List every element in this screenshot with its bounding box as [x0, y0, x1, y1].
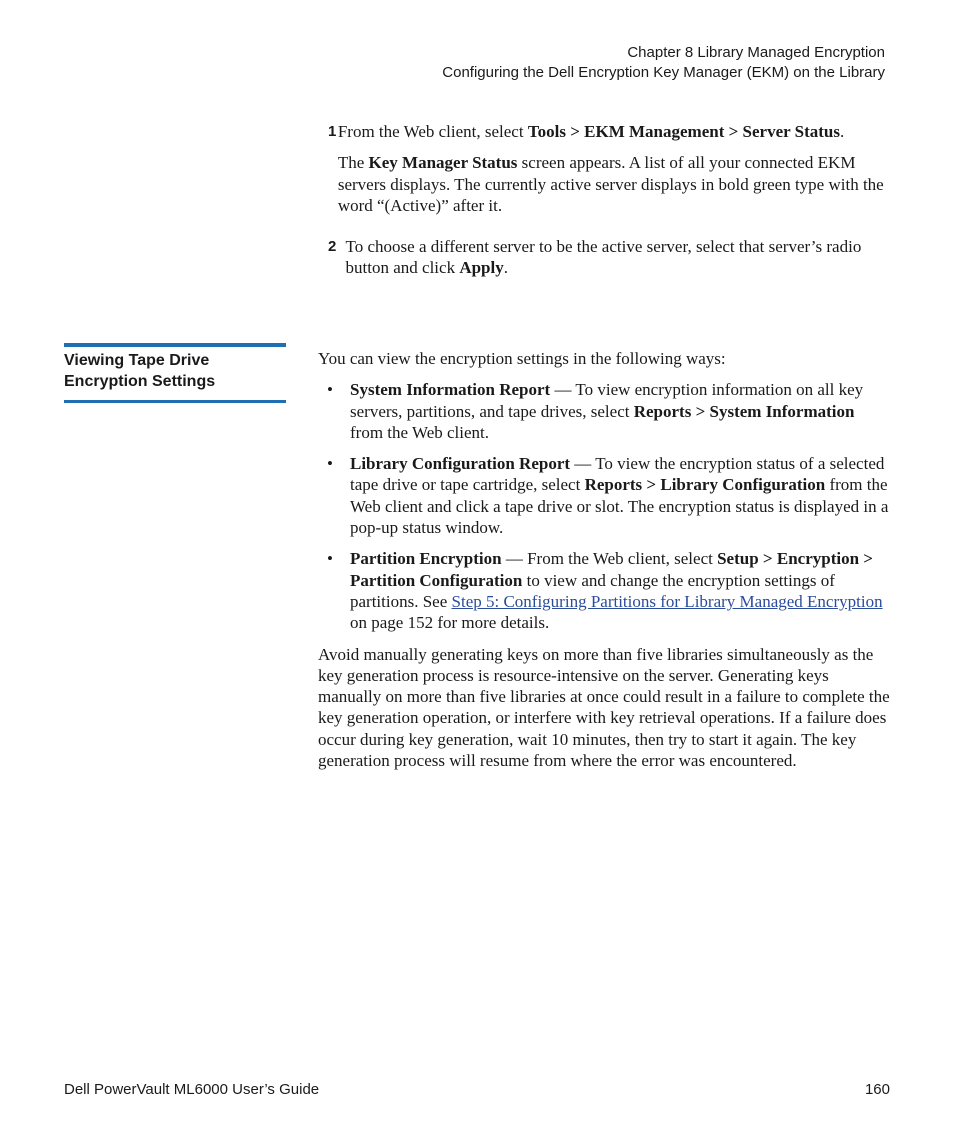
- running-header: [442, 43, 885, 83]
- list-item: • Partition Encryption — From the Web client, select Setup > Encryption > Partition Configuration to view and change the encryption settings of partitions. See Step 5: Configuring Partitions for Library Managed Encryption on page 152 for more details.: [327, 549, 883, 633]
- section-body: [318, 348, 890, 781]
- bullet-list: [318, 379, 890, 633]
- step-note: The Key Manager Status screen appears. A list of all your connected EKM servers displays. The currently active server displays in bold green type with the word “(Active)” after it.: [337, 153, 884, 215]
- bullet-icon: •: [327, 454, 333, 474]
- step-number: 1: [328, 123, 337, 140]
- bullet-icon: •: [327, 380, 333, 400]
- footer-title: Dell PowerVault ML6000 User’s Guide: [64, 1081, 320, 1098]
- step-number: 2: [328, 238, 337, 256]
- bullet-icon: •: [327, 549, 333, 569]
- closing-paragraph: Avoid manually generating keys on more than five libraries simultaneously as the key generation process is resource-intensive on the server. Generating keys manually on more than five libraries at once could result in a failure to complete the key generation operation, or interfere with key retrieval operations. If a failure does occur during key generation, wait 10 minutes, then try to start it again. The key generation process will resume from where the error was encountered.: [318, 644, 890, 771]
- cross-reference-link[interactable]: Step 5: Configuring Partitions for Library Managed Encryption: [451, 591, 883, 611]
- section-heading: Viewing Tape Drive Encryption Settings: [64, 343, 286, 403]
- step-text: To choose a different server to be the active server, select that server’s radio button and click Apply.: [345, 237, 862, 278]
- step-2: [328, 236, 890, 289]
- header-chapter: Chapter 8 Library Managed Encryption: [627, 44, 885, 61]
- list-item: • System Information Report — To view encryption information on all key servers, partitions, and tape drives, select Reports > System Information from the Web client.: [327, 380, 864, 442]
- list-item: • Library Configuration Report — To view the encryption status of a selected tape drive or tape cartridge, select Reports > Library Configuration from the Web client and click a tape drive or slot. The encryption status is displayed in a pop-up status window.: [327, 454, 889, 538]
- page-number: 160: [864, 1081, 890, 1098]
- header-section: Configuring the Dell Encryption Key Manager (EKM) on the Library: [442, 64, 885, 81]
- procedure-steps: [328, 121, 890, 299]
- step-1: [328, 121, 890, 226]
- step-text: From the Web client, select Tools > EKM Management > Server Status.: [337, 122, 845, 141]
- intro-paragraph: You can view the encryption settings in the following ways:: [318, 349, 726, 368]
